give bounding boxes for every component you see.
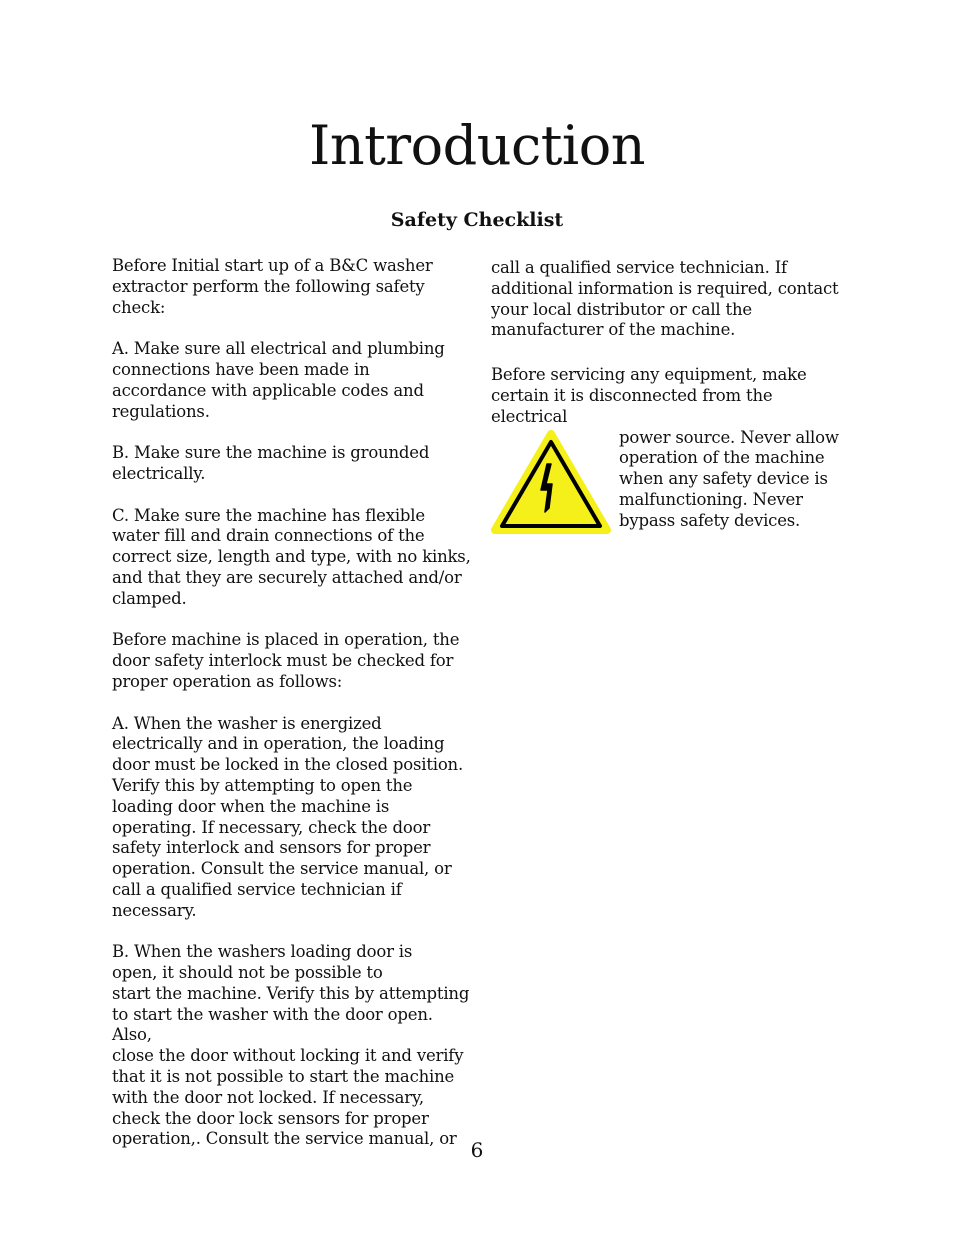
checklist-item-a: A. Make sure all electrical and plumbing connections have been made in accordance with applicable codes and regulations. bbox=[112, 339, 445, 421]
continuation-paragraph: call a qualified service technician. If additional information is required, contact your local distributor or call the manufacturer of the machine. bbox=[491, 258, 839, 340]
interlock-item-b: B. When the washers loading door is open, it should not be possible to start the machine. Verify this by attempting to start the washer with the door open. Also, close the door without locking it and verify that it is not possible to start the machine with the door not locked. If necessary, check the door lock sensors for proper operation,. Consult the service manual, or bbox=[112, 942, 470, 1149]
servicing-warning-text: power source. Never allow operation of the machine when any safety device is malfunctioning. Never bypass safety devices. bbox=[619, 427, 839, 530]
checklist-item-b: B. Make sure the machine is grounded electrically. bbox=[112, 443, 430, 483]
interlock-item-a: A. When the washer is energized electrically and in operation, the loading door must be locked in the closed position. Verify this by attempting to open the loading door when the machine is operating. If necessary, check the door safety interlock and sensors for proper operation. Consult the service manual, or call a qualified service technician if necessary. bbox=[112, 713, 464, 920]
checklist-item-c: C. Make sure the machine has flexible water fill and drain connections of the correct size, length and type, with no kinks, and that they are securely attached and/or clamped. bbox=[112, 505, 471, 608]
left-column bbox=[112, 256, 472, 1150]
warning-block bbox=[491, 428, 841, 532]
intro-paragraph: Before Initial start up of a B&C washer extractor perform the following safety check: bbox=[112, 256, 433, 317]
page-title: Introduction bbox=[309, 114, 645, 177]
page-number: 6 bbox=[470, 1138, 484, 1162]
interlock-intro-paragraph: Before machine is placed in operation, the door safety interlock must be checked for proper operation as follows: bbox=[112, 630, 460, 691]
right-column bbox=[491, 258, 841, 532]
section-subtitle: Safety Checklist bbox=[390, 209, 564, 231]
high-voltage-warning-icon bbox=[491, 430, 611, 536]
servicing-intro-paragraph: Before servicing any equipment, make certain it is disconnected from the electrical bbox=[491, 365, 807, 426]
